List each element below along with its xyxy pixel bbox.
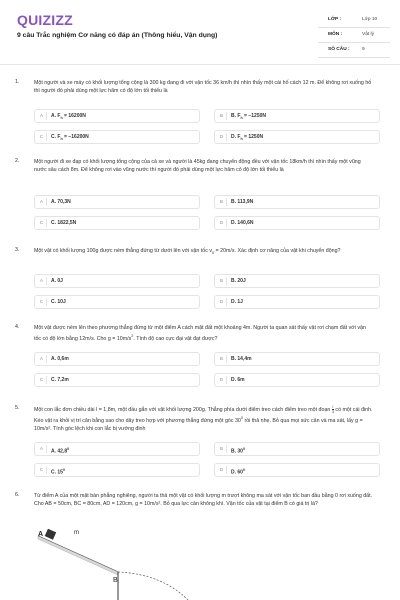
meta-row-count xyxy=(318,43,390,58)
block-m xyxy=(45,529,56,540)
fraction-denominator: 3 xyxy=(331,410,334,414)
option-label: B. xyxy=(231,356,236,362)
option-d[interactable] xyxy=(214,130,380,144)
meta-label: SỐ CÂU : xyxy=(328,47,350,52)
label-m: m xyxy=(74,530,79,536)
question-6 xyxy=(0,492,400,522)
question-text xyxy=(34,247,374,257)
option-label: B. xyxy=(231,113,236,119)
option-a[interactable] xyxy=(34,274,200,288)
option-text xyxy=(231,299,243,306)
meta-value: 9 xyxy=(362,47,365,52)
meta-value: Lớp 10 xyxy=(362,17,378,22)
option-rest: = −16200N xyxy=(62,134,89,140)
option-a[interactable] xyxy=(34,442,200,456)
divider xyxy=(318,57,390,58)
fraction-numerator: l xyxy=(332,405,334,409)
option-text xyxy=(231,467,245,477)
option-text xyxy=(231,446,245,456)
option-main: F xyxy=(237,113,241,119)
question-text: Một người đi xe đạp có khối lượng tổng cộng của cả xe và người là 45kg đang chuyển động đều với vận tốc 18km/h thì nhìn thấy một vũng nước sâu cách 8m. Để không rơi vào vũng nước thì người đó phải dùng một lực hãm có độ lớn tối thiểu là xyxy=(34,159,361,174)
option-text xyxy=(51,113,86,122)
option-letter: B xyxy=(217,445,227,453)
option-label: B. xyxy=(231,199,236,205)
meta-label: LỚP : xyxy=(328,17,342,22)
option-d[interactable] xyxy=(214,373,380,387)
question-number: 4. xyxy=(15,324,20,330)
option-main: F xyxy=(57,113,61,119)
option-d[interactable] xyxy=(214,463,380,477)
question-2 xyxy=(0,158,400,238)
option-a[interactable] xyxy=(34,109,200,123)
option-text xyxy=(51,199,71,206)
option-value: 140,6N xyxy=(237,220,254,226)
option-b[interactable] xyxy=(214,274,380,288)
option-sup: 0 xyxy=(62,468,65,472)
option-c[interactable] xyxy=(34,295,200,309)
option-label: A. xyxy=(51,356,56,362)
question-text xyxy=(34,324,374,343)
option-label: B. xyxy=(231,278,236,284)
question-4 xyxy=(0,324,400,394)
question-number: 2. xyxy=(15,158,20,164)
option-main: F xyxy=(57,134,61,140)
question-number: 3. xyxy=(15,247,20,253)
option-letter: A xyxy=(37,112,47,120)
option-letter: C xyxy=(37,298,47,306)
option-sub: h xyxy=(240,137,243,141)
option-value: 10J xyxy=(57,299,66,305)
option-label: D. xyxy=(231,377,236,383)
option-label: D. xyxy=(231,220,236,226)
option-text xyxy=(231,356,252,363)
option-b[interactable] xyxy=(214,109,380,123)
option-text xyxy=(51,134,89,143)
option-sub: h xyxy=(240,116,243,120)
question-5 xyxy=(0,405,400,487)
option-b[interactable] xyxy=(214,352,380,366)
option-c[interactable] xyxy=(34,463,200,477)
option-letter: B xyxy=(217,198,227,206)
option-sup: 0 xyxy=(242,447,245,451)
option-label: C. xyxy=(51,299,56,305)
option-c[interactable] xyxy=(34,373,200,387)
option-b[interactable] xyxy=(214,195,380,209)
option-sup: 0 xyxy=(242,468,245,472)
label-b: B xyxy=(113,577,118,584)
quiz-meta xyxy=(318,13,390,58)
question-text-part: Một vật được ném lên theo phương thẳng đứng từ một điểm A cách mặt đất một khoảng 4m. Người ta quan sát thấy vật rơi chạm đất với vận tốc có độ lớn bằng 12m/s. Cho g = 10m/s xyxy=(34,325,366,342)
option-value: 14,4m xyxy=(237,356,252,362)
option-letter: B xyxy=(217,355,227,363)
option-sub: h xyxy=(60,116,63,120)
question-text-part: = 20m/s. Xác định cơ năng của vật khi chuyển động? xyxy=(214,248,341,254)
option-c[interactable] xyxy=(34,216,200,230)
option-text xyxy=(51,467,65,477)
option-rest: = 16200N xyxy=(62,113,86,119)
meta-row-class xyxy=(318,13,390,28)
question-text-part: . Tính độ cao cực đại vật đạt được? xyxy=(133,335,218,342)
option-text xyxy=(51,356,69,363)
question-1 xyxy=(0,79,400,149)
option-letter: D xyxy=(217,376,227,384)
option-letter: B xyxy=(217,112,227,120)
option-rest: = 1250N xyxy=(242,134,264,140)
option-a[interactable] xyxy=(34,195,200,209)
option-d[interactable] xyxy=(214,216,380,230)
option-text xyxy=(51,278,63,285)
question-number: 6. xyxy=(15,492,20,498)
option-text xyxy=(231,377,245,384)
question-number: 1. xyxy=(15,79,20,85)
option-value: 1J xyxy=(237,299,243,305)
option-d[interactable] xyxy=(214,295,380,309)
option-value: 20J xyxy=(237,278,246,284)
option-rest: = −1250N xyxy=(242,113,267,119)
option-text xyxy=(231,278,246,285)
question-text-part: Một vật có khối lượng 100g được ném thẳng đứng từ dưới lên với vận tốc v xyxy=(34,248,212,254)
question-number: 5. xyxy=(15,405,20,411)
question-text: Một người và xe máy có khối lượng tổng cộng là 300 kg đang đi với vận tốc 36 km/h thì nhìn thấy một cái hố cách 12 m. Để không rơi xuống hố thì người đó phải dùng một lực hãm có độ lớn tối thiểu là xyxy=(34,80,372,95)
option-label: D. xyxy=(231,469,236,476)
option-value: 1822,5N xyxy=(57,220,77,226)
question-text-part: có một cái đinh. Kéo vật ra khỏi vị trí cân bằng sao cho dây treo hợp với phương thẳng đứng một góc 30 xyxy=(34,406,373,424)
option-value: 0,6m xyxy=(57,356,69,362)
option-main: 15 xyxy=(57,469,63,476)
question-text-part: Một con lắc đơn chiều dài l = 1,8m, một đầu gắn với vật khối lượng 200g. Thẳng phía dưới điểm treo cách điểm treo một đoạn xyxy=(34,406,332,413)
option-a[interactable] xyxy=(34,352,200,366)
option-value: 0J xyxy=(57,278,63,284)
option-value: 7,2m xyxy=(57,377,69,383)
option-letter: D xyxy=(217,133,227,141)
label-a: A xyxy=(38,531,44,538)
question-text-sup: 2 xyxy=(131,334,134,339)
option-letter: A xyxy=(37,277,47,285)
option-value: 70,3N xyxy=(57,199,71,205)
option-letter: C xyxy=(37,219,47,227)
question-text: Từ điểm A của một mặt bàn phẳng nghiêng, người ta thả một vật có khối lượng m trượt không ma sát với vận tốc ban đầu bằng 0 rơi xuống đất. Cho AB = 50cm, BC = 80cm, AD = 120cm, g = 10m/s². Bỏ qua lực cản không khí. Vận tốc của vật tại điểm B có giá trị là? xyxy=(34,493,373,508)
question-3 xyxy=(0,247,400,317)
header xyxy=(0,0,400,62)
option-main: 30 xyxy=(237,448,243,455)
quiz-title: 9 câu Trắc nghiệm Cơ năng có đáp án (Thông hiểu, Vận dụng) xyxy=(17,32,218,39)
option-label: A. xyxy=(51,199,56,205)
option-letter: A xyxy=(37,445,47,453)
option-text xyxy=(231,220,254,227)
option-text xyxy=(51,446,69,456)
option-main: F xyxy=(237,134,241,140)
option-text xyxy=(231,134,263,143)
option-label: A. xyxy=(51,113,56,119)
question-text-sup: 0 xyxy=(240,416,243,421)
option-sup: 0 xyxy=(67,447,70,451)
option-label: C. xyxy=(51,469,56,476)
option-value: 113,9N xyxy=(237,199,254,205)
option-label: D. xyxy=(231,134,236,140)
meta-row-subject xyxy=(318,28,390,43)
option-c[interactable] xyxy=(34,130,200,144)
table-hatch xyxy=(38,536,118,575)
option-letter: C xyxy=(37,466,47,474)
option-label: C. xyxy=(51,134,56,140)
option-label: B. xyxy=(231,448,236,455)
option-label: C. xyxy=(51,377,56,383)
option-letter: A xyxy=(37,198,47,206)
option-text xyxy=(51,377,69,384)
question-text-part: rồi thả nhẹ. Bỏ qua mọi sức cản và ma sát, lấy g = 10m/s². Tính góc lệch khi con lắc bị vướng đinh xyxy=(34,417,363,433)
question-text xyxy=(34,405,374,433)
option-letter: C xyxy=(37,133,47,141)
meta-label: MÔN : xyxy=(328,32,343,37)
header-divider xyxy=(0,64,400,65)
option-sub: h xyxy=(60,137,63,141)
option-b[interactable] xyxy=(214,442,380,456)
option-letter: D xyxy=(217,298,227,306)
option-letter: C xyxy=(37,376,47,384)
trajectory-path xyxy=(118,572,188,600)
option-letter: D xyxy=(217,219,227,227)
option-text xyxy=(51,220,76,227)
question-text-sub: 0 xyxy=(211,251,215,256)
option-label: A. xyxy=(51,278,56,284)
option-label: D. xyxy=(231,299,236,305)
option-label: A. xyxy=(51,448,56,455)
option-text xyxy=(231,199,253,206)
option-letter: D xyxy=(217,466,227,474)
meta-value: Vật lý xyxy=(362,32,374,37)
option-label: C. xyxy=(51,220,56,226)
quizizz-logo: QUIZIZZ xyxy=(17,12,73,28)
option-letter: A xyxy=(37,355,47,363)
incline-figure xyxy=(34,522,214,600)
option-main: 60 xyxy=(237,469,243,476)
option-letter: B xyxy=(217,277,227,285)
option-text xyxy=(51,299,66,306)
option-text xyxy=(231,113,266,122)
option-main: 42,8 xyxy=(57,448,68,455)
option-value: 6m xyxy=(237,377,245,383)
